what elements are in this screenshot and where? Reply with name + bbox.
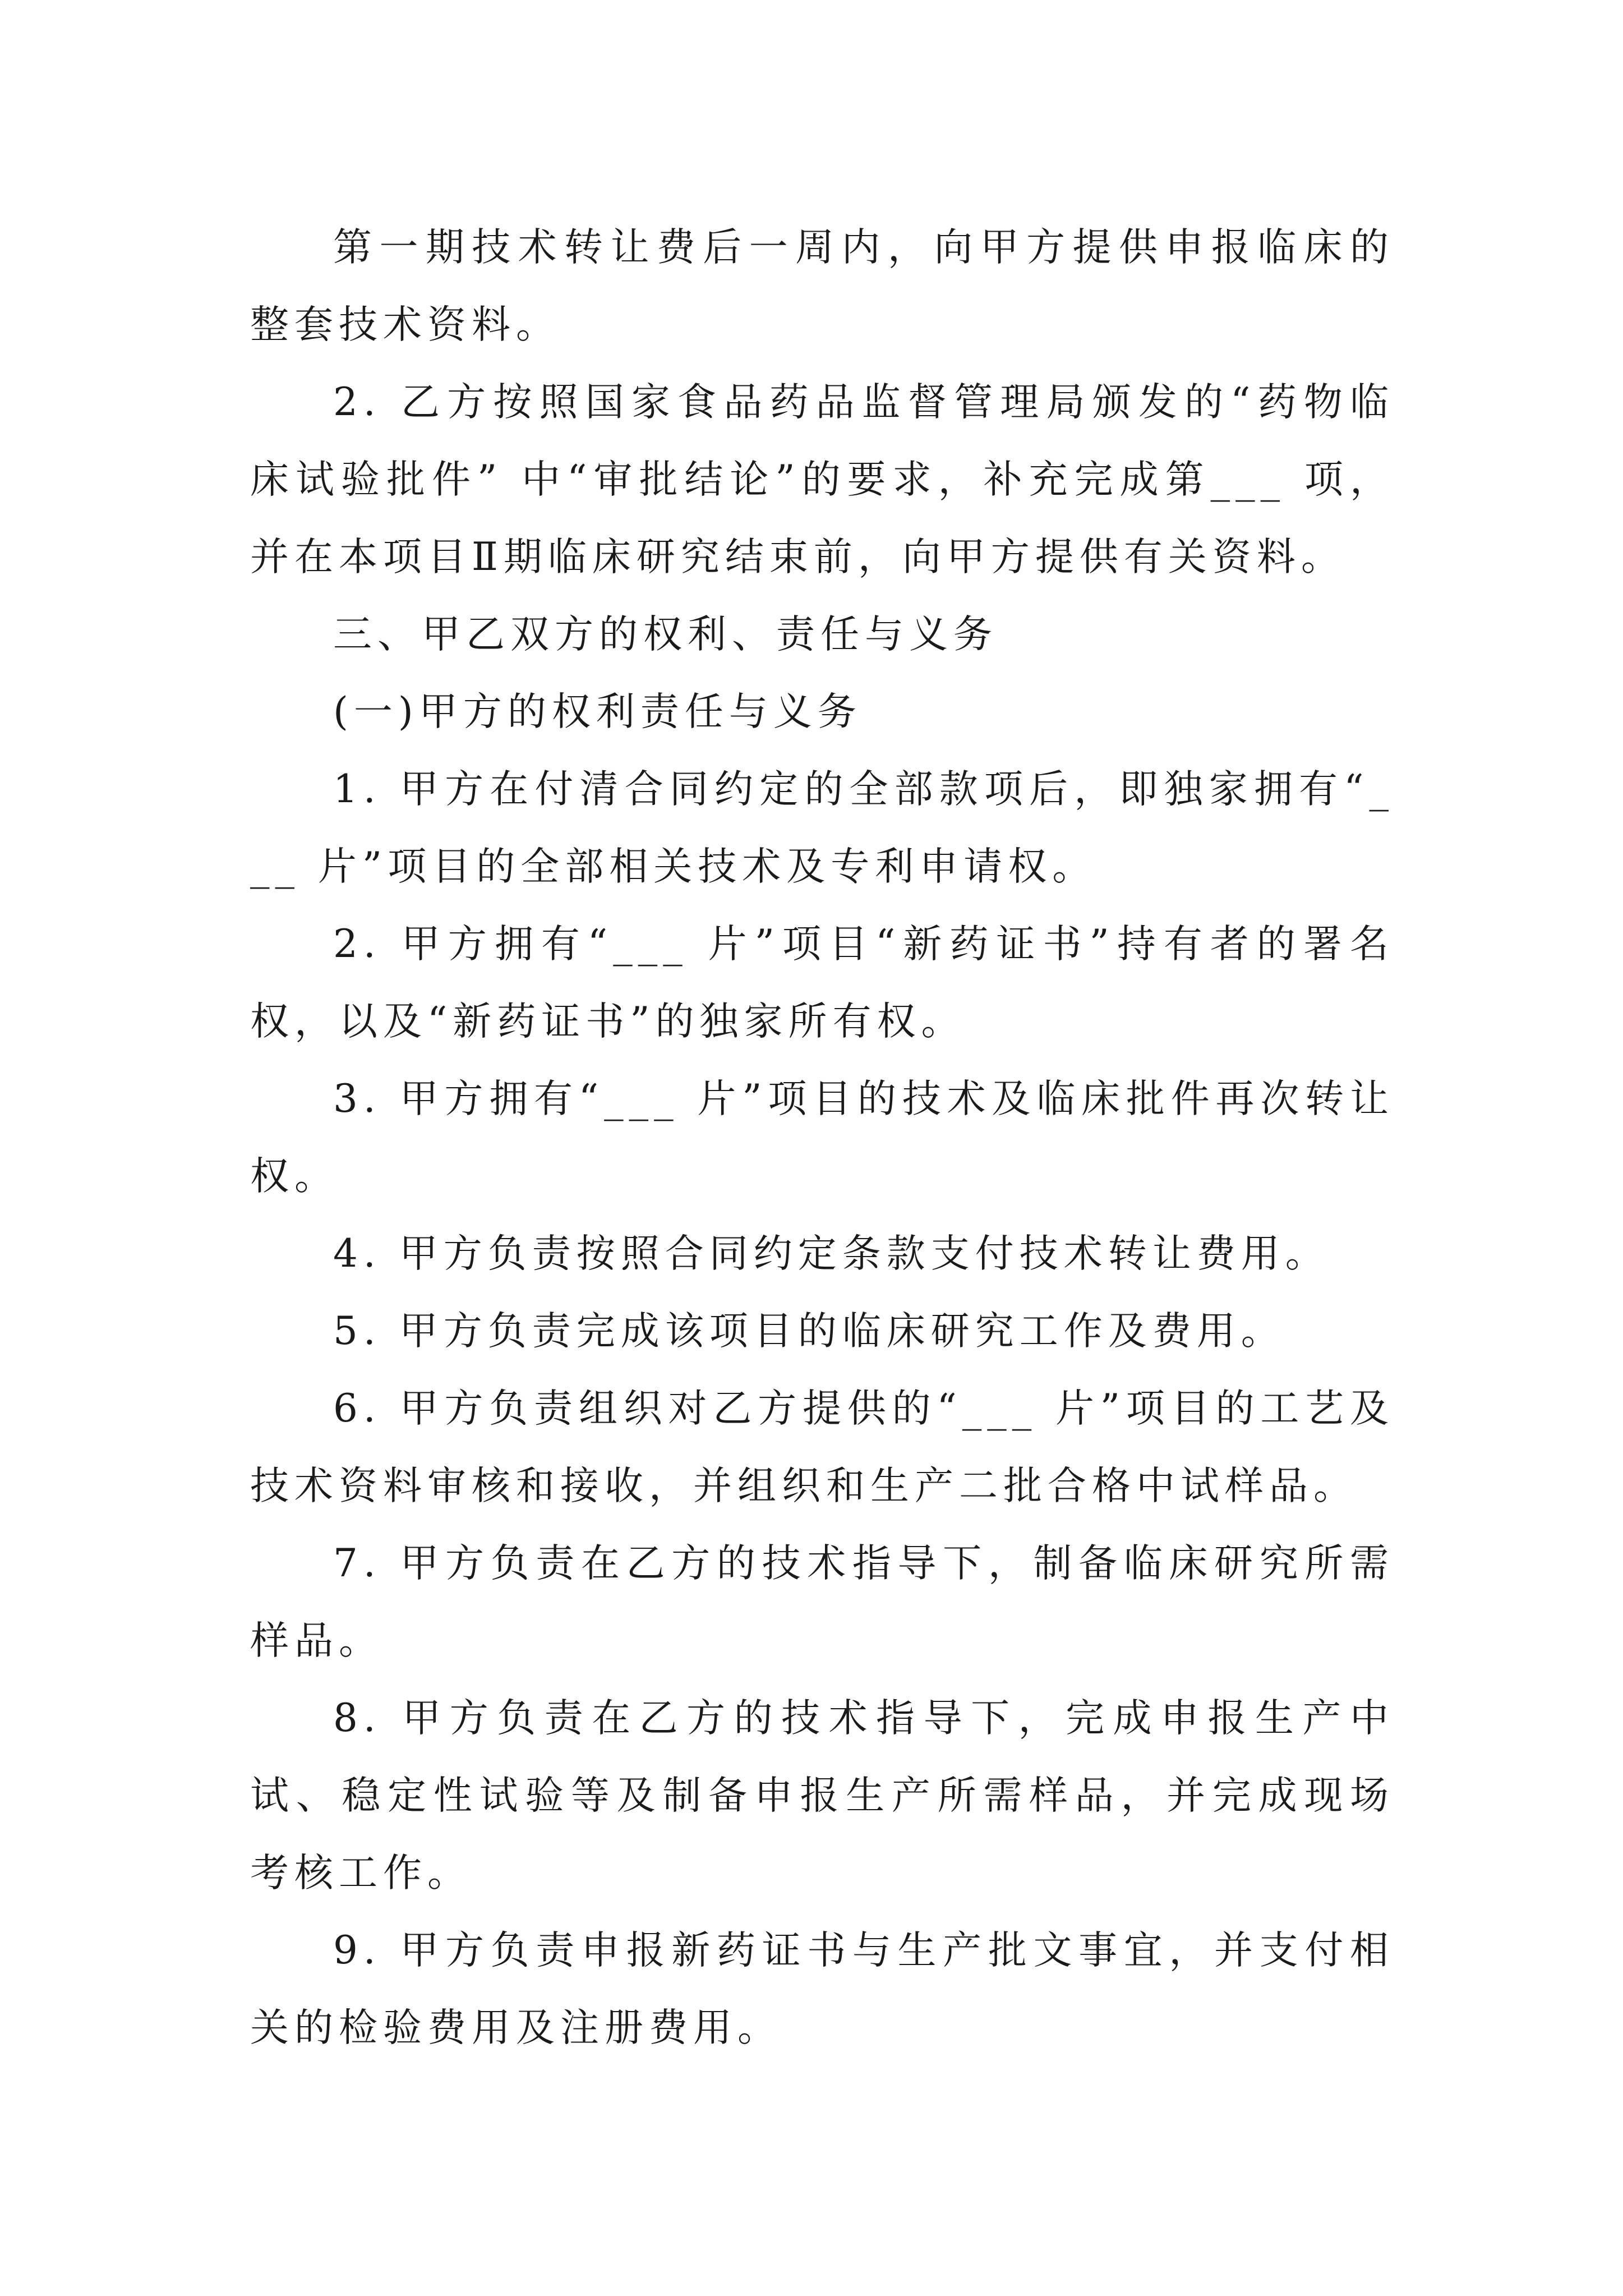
paragraph-transfer-fee-continuation: 第一期技术转让费后一周内，向甲方提供申报临床的整套技术资料。 — [250, 225, 1394, 347]
section-heading-rights-duties: 三、甲乙双方的权利、责任与义务 — [333, 612, 998, 657]
document-body — [250, 209, 1394, 2067]
party-a-item-5: 5. 甲方负责完成该项目的临床研究工作及费用。 — [333, 1309, 1285, 1354]
party-a-item-4: 4. 甲方负责按照合同约定条款支付技术转让费用。 — [333, 1231, 1330, 1276]
subsection-heading-party-a: (一)甲方的权利责任与义务 — [333, 689, 862, 734]
party-a-item-7: 7. 甲方负责在乙方的技术指导下，制备临床研究所需样品。 — [250, 1541, 1394, 1663]
party-a-item-8: 8. 甲方负责在乙方的技术指导下，完成申报生产中试、稳定性试验等及制备申报生产所需样品，并完成现场考核工作。 — [250, 1696, 1394, 1895]
party-a-item-6: 6. 甲方负责组织对乙方提供的“___ 片”项目的工艺及技术资料审核和接收，并组织和生产二批合格中试样品。 — [250, 1386, 1394, 1508]
party-a-item-3: 3. 甲方拥有“___ 片”项目的技术及临床批件再次转让权。 — [250, 1076, 1394, 1199]
party-a-item-9: 9. 甲方负责申报新药证书与生产批文事宜，并支付相关的检验费用及注册费用。 — [250, 1928, 1394, 2050]
party-a-item-2: 2. 甲方拥有“___ 片”项目“新药证书”持有者的署名权，以及“新药证书”的独家所有权。 — [250, 922, 1394, 1044]
party-a-item-1: 1. 甲方在付清合同约定的全部款项后，即独家拥有“___ 片”项目的全部相关技术及专利申请权。 — [250, 767, 1394, 889]
paragraph-item-2-supplement: 2. 乙方按照国家食品药品监督管理局颁发的“药物临床试验批件” 中“审批结论”的要求，补充完成第___ 项，并在本项目Ⅱ期临床研究结束前，向甲方提供有关资料。 — [250, 380, 1394, 579]
